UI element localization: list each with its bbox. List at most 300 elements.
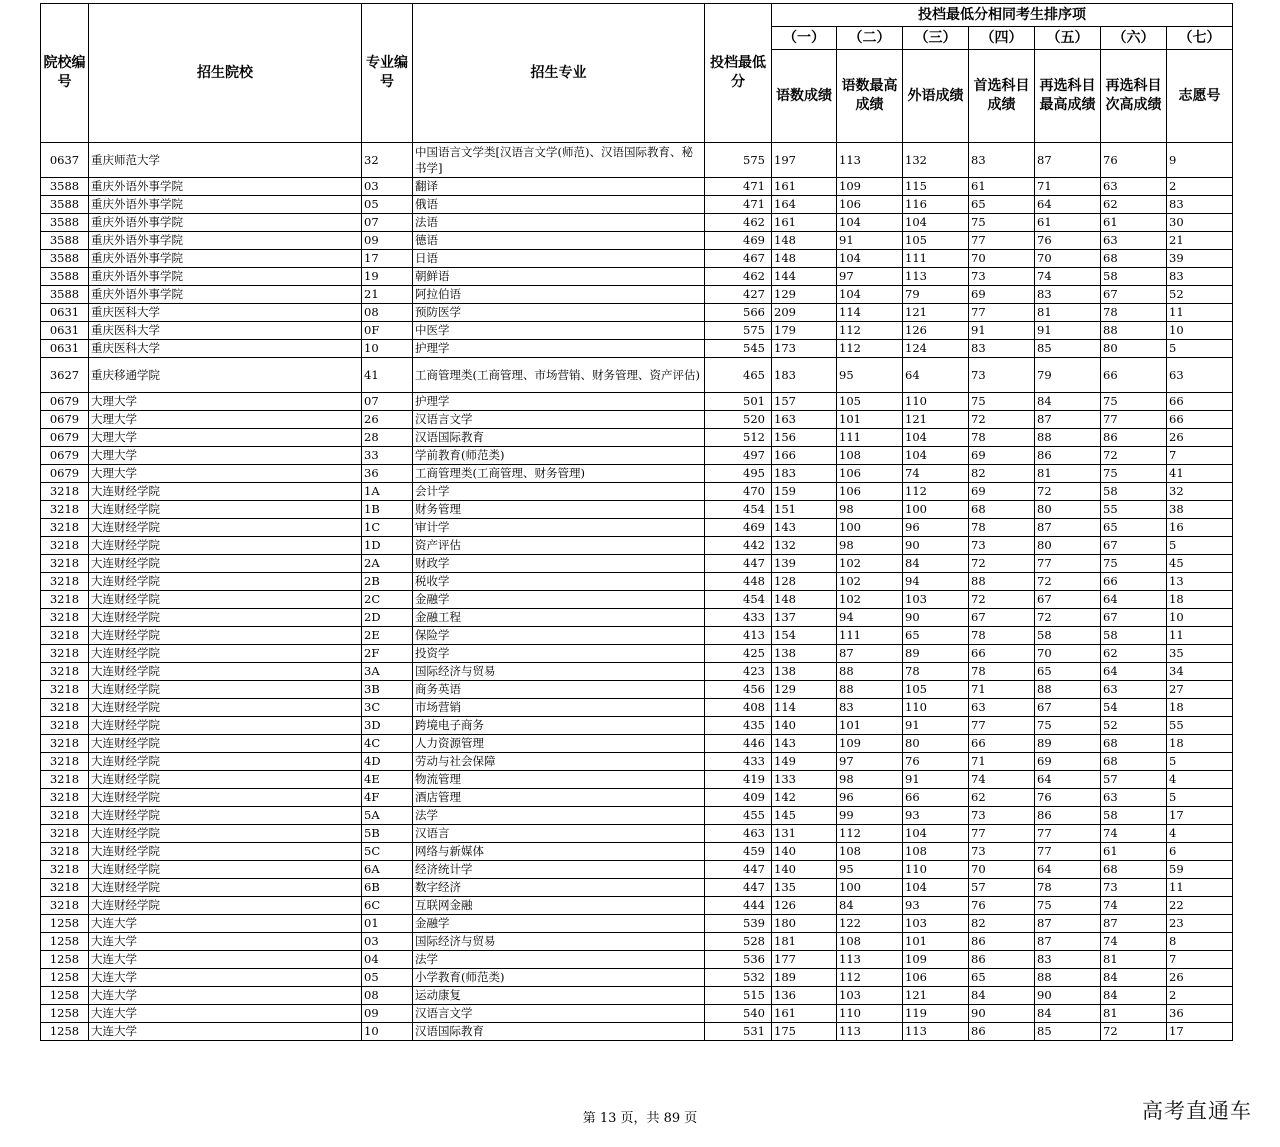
cell-major-code: 5C: [362, 843, 413, 861]
cell-choice-number: 4: [1167, 771, 1233, 789]
header-school-name: 招生院校: [89, 4, 362, 143]
cell-score-elective-second: 87: [1101, 915, 1167, 933]
cell-choice-number: 5: [1167, 537, 1233, 555]
cell-score-chinese-math: 135: [772, 879, 837, 897]
cell-score-foreign-lang: 80: [903, 735, 969, 753]
cell-choice-number: 23: [1167, 915, 1233, 933]
cell-choice-number: 36: [1167, 1005, 1233, 1023]
cell-score-chinese-math: 159: [772, 483, 837, 501]
cell-choice-number: 13: [1167, 573, 1233, 591]
cell-major-name: 运动康复: [413, 987, 705, 1005]
cell-score-elective-second: 84: [1101, 987, 1167, 1005]
cell-score-elective-max: 83: [1035, 951, 1101, 969]
cell-score-first-subject: 82: [969, 915, 1035, 933]
cell-score-foreign-lang: 110: [903, 393, 969, 411]
cell-min-score: 471: [705, 178, 772, 196]
table-row: [41, 232, 1233, 250]
cell-score-foreign-lang: 115: [903, 178, 969, 196]
cell-school-name: 大连财经学院: [89, 717, 362, 735]
cell-major-code: 28: [362, 429, 413, 447]
cell-score-foreign-lang: 121: [903, 987, 969, 1005]
cell-score-chinese-math: 140: [772, 861, 837, 879]
cell-score-elective-second: 58: [1101, 268, 1167, 286]
cell-min-score: 455: [705, 807, 772, 825]
cell-score-chinese-math-max: 113: [837, 1023, 903, 1041]
cell-major-name: 汉语国际教育: [413, 1023, 705, 1041]
cell-score-elective-max: 80: [1035, 537, 1101, 555]
cell-min-score: 459: [705, 843, 772, 861]
cell-choice-number: 7: [1167, 447, 1233, 465]
cell-major-name: 法学: [413, 807, 705, 825]
cell-min-score: 425: [705, 645, 772, 663]
cell-choice-number: 22: [1167, 897, 1233, 915]
cell-major-code: 2C: [362, 591, 413, 609]
cell-major-name: 人力资源管理: [413, 735, 705, 753]
cell-score-chinese-math: 189: [772, 969, 837, 987]
cell-score-chinese-math-max: 108: [837, 843, 903, 861]
cell-choice-number: 39: [1167, 250, 1233, 268]
cell-school-name: 大连财经学院: [89, 753, 362, 771]
cell-major-name: 金融学: [413, 915, 705, 933]
cell-score-foreign-lang: 105: [903, 681, 969, 699]
cell-school-name: 大连财经学院: [89, 735, 362, 753]
cell-score-chinese-math-max: 112: [837, 322, 903, 340]
cell-school-name: 重庆移通学院: [89, 358, 362, 393]
cell-score-elective-max: 58: [1035, 627, 1101, 645]
cell-school-name: 大连财经学院: [89, 861, 362, 879]
cell-score-chinese-math-max: 106: [837, 196, 903, 214]
cell-major-name: 阿拉伯语: [413, 286, 705, 304]
cell-score-elective-second: 68: [1101, 861, 1167, 879]
cell-score-first-subject: 91: [969, 322, 1035, 340]
cell-school-name: 大连财经学院: [89, 537, 362, 555]
cell-major-name: 朝鲜语: [413, 268, 705, 286]
cell-score-elective-second: 76: [1101, 143, 1167, 178]
cell-min-score: 536: [705, 951, 772, 969]
cell-school-name: 大连财经学院: [89, 663, 362, 681]
cell-score-chinese-math-max: 109: [837, 178, 903, 196]
cell-choice-number: 18: [1167, 591, 1233, 609]
cell-choice-number: 10: [1167, 322, 1233, 340]
cell-school-name: 重庆师范大学: [89, 143, 362, 178]
cell-score-foreign-lang: 93: [903, 897, 969, 915]
cell-score-foreign-lang: 100: [903, 501, 969, 519]
cell-choice-number: 32: [1167, 483, 1233, 501]
cell-score-chinese-math: 180: [772, 915, 837, 933]
cell-score-elective-max: 72: [1035, 609, 1101, 627]
cell-score-elective-second: 52: [1101, 717, 1167, 735]
cell-score-chinese-math: 183: [772, 358, 837, 393]
cell-school-name: 重庆外语外事学院: [89, 178, 362, 196]
cell-score-foreign-lang: 113: [903, 268, 969, 286]
cell-major-code: 03: [362, 178, 413, 196]
cell-min-score: 413: [705, 627, 772, 645]
cell-score-first-subject: 66: [969, 645, 1035, 663]
cell-score-chinese-math-max: 101: [837, 411, 903, 429]
cell-min-score: 575: [705, 143, 772, 178]
table-row: [41, 196, 1233, 214]
cell-score-elective-second: 63: [1101, 789, 1167, 807]
header-tiebreak-num: （二）: [837, 27, 903, 50]
cell-score-chinese-math-max: 99: [837, 807, 903, 825]
cell-score-chinese-math-max: 101: [837, 717, 903, 735]
cell-major-code: 1C: [362, 519, 413, 537]
cell-major-name: 法学: [413, 951, 705, 969]
cell-score-chinese-math: 129: [772, 681, 837, 699]
cell-choice-number: 17: [1167, 1023, 1233, 1041]
cell-score-chinese-math: 114: [772, 699, 837, 717]
cell-school-code: 1258: [41, 1023, 89, 1041]
cell-school-code: 3218: [41, 807, 89, 825]
cell-school-code: 3218: [41, 555, 89, 573]
header-tiebreak-num: （三）: [903, 27, 969, 50]
table-row: [41, 771, 1233, 789]
cell-school-name: 大连财经学院: [89, 555, 362, 573]
cell-score-elective-second: 77: [1101, 411, 1167, 429]
cell-school-name: 大理大学: [89, 465, 362, 483]
cell-school-code: 3218: [41, 861, 89, 879]
header-tiebreak-label: 再选科目最高成绩: [1035, 50, 1101, 143]
cell-choice-number: 6: [1167, 843, 1233, 861]
cell-school-code: 0679: [41, 465, 89, 483]
cell-score-first-subject: 73: [969, 843, 1035, 861]
table-row: [41, 843, 1233, 861]
cell-score-foreign-lang: 91: [903, 771, 969, 789]
header-tiebreak-label: 语数成绩: [772, 50, 837, 143]
cell-school-name: 大连财经学院: [89, 573, 362, 591]
cell-major-code: 2E: [362, 627, 413, 645]
cell-major-name: 财政学: [413, 555, 705, 573]
cell-choice-number: 26: [1167, 429, 1233, 447]
cell-school-code: 0631: [41, 340, 89, 358]
cell-school-name: 大理大学: [89, 393, 362, 411]
cell-major-name: 翻译: [413, 178, 705, 196]
cell-score-chinese-math-max: 95: [837, 861, 903, 879]
table-row: [41, 286, 1233, 304]
cell-score-elective-second: 72: [1101, 1023, 1167, 1041]
cell-score-first-subject: 70: [969, 861, 1035, 879]
cell-choice-number: 11: [1167, 879, 1233, 897]
cell-score-foreign-lang: 101: [903, 933, 969, 951]
cell-school-code: 3218: [41, 501, 89, 519]
cell-school-code: 1258: [41, 951, 89, 969]
cell-choice-number: 5: [1167, 753, 1233, 771]
cell-score-elective-max: 88: [1035, 969, 1101, 987]
cell-score-chinese-math-max: 96: [837, 789, 903, 807]
cell-school-code: 3218: [41, 699, 89, 717]
cell-score-first-subject: 84: [969, 987, 1035, 1005]
cell-score-foreign-lang: 103: [903, 915, 969, 933]
cell-score-chinese-math-max: 84: [837, 897, 903, 915]
header-tiebreak-label: 外语成绩: [903, 50, 969, 143]
cell-major-code: 10: [362, 340, 413, 358]
cell-choice-number: 17: [1167, 807, 1233, 825]
cell-school-code: 3218: [41, 537, 89, 555]
cell-score-elective-max: 87: [1035, 411, 1101, 429]
cell-min-score: 454: [705, 591, 772, 609]
table-row: [41, 555, 1233, 573]
cell-score-first-subject: 65: [969, 969, 1035, 987]
cell-school-name: 大连财经学院: [89, 771, 362, 789]
cell-major-name: 投资学: [413, 645, 705, 663]
cell-school-name: 大连财经学院: [89, 645, 362, 663]
cell-score-foreign-lang: 94: [903, 573, 969, 591]
cell-score-elective-second: 61: [1101, 843, 1167, 861]
cell-score-elective-max: 87: [1035, 143, 1101, 178]
cell-score-chinese-math-max: 106: [837, 465, 903, 483]
cell-choice-number: 41: [1167, 465, 1233, 483]
cell-score-elective-max: 81: [1035, 304, 1101, 322]
table-row: [41, 789, 1233, 807]
cell-school-code: 3218: [41, 663, 89, 681]
cell-score-elective-max: 77: [1035, 825, 1101, 843]
cell-school-code: 3218: [41, 483, 89, 501]
table-row: [41, 143, 1233, 178]
cell-choice-number: 52: [1167, 286, 1233, 304]
cell-score-first-subject: 73: [969, 358, 1035, 393]
cell-school-name: 大连大学: [89, 951, 362, 969]
cell-score-elective-second: 57: [1101, 771, 1167, 789]
table-row: [41, 537, 1233, 555]
cell-score-first-subject: 78: [969, 663, 1035, 681]
cell-min-score: 469: [705, 519, 772, 537]
cell-score-first-subject: 69: [969, 447, 1035, 465]
table-row: [41, 933, 1233, 951]
cell-school-name: 大连财经学院: [89, 807, 362, 825]
cell-school-code: 0679: [41, 393, 89, 411]
table-row: [41, 358, 1233, 393]
cell-school-code: 3218: [41, 879, 89, 897]
cell-score-first-subject: 73: [969, 268, 1035, 286]
cell-school-name: 大连财经学院: [89, 879, 362, 897]
cell-score-chinese-math: 138: [772, 645, 837, 663]
cell-score-chinese-math-max: 113: [837, 951, 903, 969]
cell-score-chinese-math: 143: [772, 735, 837, 753]
header-tiebreak-group: 投档最低分相同考生排序项: [772, 4, 1233, 27]
cell-score-chinese-math: 137: [772, 609, 837, 627]
cell-choice-number: 18: [1167, 699, 1233, 717]
cell-school-code: 3218: [41, 717, 89, 735]
cell-score-first-subject: 61: [969, 178, 1035, 196]
cell-score-foreign-lang: 112: [903, 483, 969, 501]
cell-min-score: 545: [705, 340, 772, 358]
cell-major-name: 护理学: [413, 340, 705, 358]
cell-school-name: 重庆医科大学: [89, 340, 362, 358]
cell-score-foreign-lang: 121: [903, 304, 969, 322]
cell-choice-number: 21: [1167, 232, 1233, 250]
table-row: [41, 735, 1233, 753]
cell-major-name: 资产评估: [413, 537, 705, 555]
cell-score-elective-max: 88: [1035, 681, 1101, 699]
header-tiebreak-num: （四）: [969, 27, 1035, 50]
cell-score-chinese-math: 145: [772, 807, 837, 825]
cell-choice-number: 5: [1167, 340, 1233, 358]
cell-score-elective-max: 71: [1035, 178, 1101, 196]
cell-min-score: 462: [705, 214, 772, 232]
cell-score-foreign-lang: 110: [903, 861, 969, 879]
cell-min-score: 433: [705, 609, 772, 627]
cell-score-chinese-math: 142: [772, 789, 837, 807]
cell-score-elective-max: 89: [1035, 735, 1101, 753]
cell-score-chinese-math-max: 108: [837, 933, 903, 951]
cell-score-elective-second: 64: [1101, 663, 1167, 681]
cell-major-code: 07: [362, 214, 413, 232]
cell-score-foreign-lang: 121: [903, 411, 969, 429]
cell-score-chinese-math: 143: [772, 519, 837, 537]
cell-score-foreign-lang: 104: [903, 214, 969, 232]
cell-score-foreign-lang: 89: [903, 645, 969, 663]
cell-score-elective-max: 70: [1035, 645, 1101, 663]
cell-score-foreign-lang: 111: [903, 250, 969, 268]
cell-score-first-subject: 63: [969, 699, 1035, 717]
cell-score-elective-second: 67: [1101, 609, 1167, 627]
cell-major-code: 4E: [362, 771, 413, 789]
table-row: [41, 591, 1233, 609]
admission-score-table: [40, 3, 1233, 1041]
cell-score-elective-second: 81: [1101, 1005, 1167, 1023]
cell-major-name: 商务英语: [413, 681, 705, 699]
cell-score-chinese-math: 177: [772, 951, 837, 969]
cell-score-elective-max: 86: [1035, 807, 1101, 825]
cell-min-score: 528: [705, 933, 772, 951]
cell-major-code: 3C: [362, 699, 413, 717]
cell-school-code: 3218: [41, 735, 89, 753]
cell-score-chinese-math-max: 98: [837, 501, 903, 519]
cell-score-elective-second: 54: [1101, 699, 1167, 717]
cell-school-name: 重庆外语外事学院: [89, 250, 362, 268]
cell-school-name: 大连财经学院: [89, 681, 362, 699]
cell-min-score: 447: [705, 861, 772, 879]
cell-major-name: 物流管理: [413, 771, 705, 789]
cell-score-elective-second: 62: [1101, 196, 1167, 214]
table-row: [41, 483, 1233, 501]
cell-major-code: 4D: [362, 753, 413, 771]
cell-school-name: 大连大学: [89, 933, 362, 951]
cell-score-elective-second: 80: [1101, 340, 1167, 358]
table-row: [41, 753, 1233, 771]
cell-score-foreign-lang: 109: [903, 951, 969, 969]
cell-score-chinese-math: 156: [772, 429, 837, 447]
cell-score-elective-max: 64: [1035, 196, 1101, 214]
cell-min-score: 501: [705, 393, 772, 411]
cell-score-chinese-math: 148: [772, 591, 837, 609]
header-major-name: 招生专业: [413, 4, 705, 143]
cell-choice-number: 45: [1167, 555, 1233, 573]
cell-score-chinese-math-max: 104: [837, 250, 903, 268]
cell-choice-number: 4: [1167, 825, 1233, 843]
cell-score-elective-second: 84: [1101, 969, 1167, 987]
table-row: [41, 717, 1233, 735]
cell-score-chinese-math-max: 106: [837, 483, 903, 501]
cell-school-code: 0679: [41, 411, 89, 429]
cell-major-code: 0F: [362, 322, 413, 340]
table-body: [41, 143, 1233, 1041]
cell-score-elective-second: 74: [1101, 897, 1167, 915]
table-row: [41, 322, 1233, 340]
cell-school-name: 重庆外语外事学院: [89, 286, 362, 304]
cell-score-elective-second: 63: [1101, 178, 1167, 196]
cell-score-elective-second: 75: [1101, 555, 1167, 573]
cell-score-elective-max: 83: [1035, 286, 1101, 304]
cell-major-code: 6C: [362, 897, 413, 915]
cell-score-chinese-math: 161: [772, 214, 837, 232]
cell-min-score: 427: [705, 286, 772, 304]
header-min-score: 投档最低分: [705, 4, 772, 143]
cell-score-foreign-lang: 78: [903, 663, 969, 681]
cell-major-code: 5A: [362, 807, 413, 825]
cell-min-score: 566: [705, 304, 772, 322]
cell-score-elective-max: 65: [1035, 663, 1101, 681]
cell-score-foreign-lang: 110: [903, 699, 969, 717]
cell-score-foreign-lang: 104: [903, 447, 969, 465]
cell-school-code: 3218: [41, 825, 89, 843]
cell-min-score: 575: [705, 322, 772, 340]
cell-min-score: 532: [705, 969, 772, 987]
cell-major-name: 跨境电子商务: [413, 717, 705, 735]
cell-school-code: 0631: [41, 322, 89, 340]
cell-major-name: 工商管理类(工商管理、财务管理): [413, 465, 705, 483]
cell-major-code: 2A: [362, 555, 413, 573]
cell-score-elective-second: 62: [1101, 645, 1167, 663]
cell-score-elective-second: 81: [1101, 951, 1167, 969]
cell-score-first-subject: 73: [969, 807, 1035, 825]
cell-school-name: 大连财经学院: [89, 627, 362, 645]
cell-major-code: 21: [362, 286, 413, 304]
cell-major-code: 17: [362, 250, 413, 268]
cell-score-first-subject: 78: [969, 627, 1035, 645]
cell-score-first-subject: 70: [969, 250, 1035, 268]
cell-major-name: 审计学: [413, 519, 705, 537]
cell-major-name: 汉语言文学: [413, 411, 705, 429]
cell-min-score: 540: [705, 1005, 772, 1023]
cell-score-first-subject: 57: [969, 879, 1035, 897]
cell-school-name: 大理大学: [89, 411, 362, 429]
cell-school-code: 3218: [41, 591, 89, 609]
cell-school-code: 3588: [41, 178, 89, 196]
cell-major-code: 10: [362, 1023, 413, 1041]
cell-choice-number: 11: [1167, 304, 1233, 322]
table-row: [41, 178, 1233, 196]
cell-major-name: 汉语国际教育: [413, 429, 705, 447]
cell-score-first-subject: 72: [969, 411, 1035, 429]
cell-school-code: 0679: [41, 447, 89, 465]
cell-score-elective-second: 66: [1101, 573, 1167, 591]
cell-major-name: 劳动与社会保障: [413, 753, 705, 771]
cell-school-code: 0679: [41, 429, 89, 447]
cell-score-chinese-math-max: 112: [837, 969, 903, 987]
cell-score-first-subject: 72: [969, 555, 1035, 573]
cell-score-elective-second: 86: [1101, 429, 1167, 447]
cell-school-name: 重庆医科大学: [89, 322, 362, 340]
cell-score-elective-max: 69: [1035, 753, 1101, 771]
cell-school-code: 3218: [41, 645, 89, 663]
header-tiebreak-num: （七）: [1167, 27, 1233, 50]
cell-score-foreign-lang: 90: [903, 609, 969, 627]
cell-score-chinese-math-max: 105: [837, 393, 903, 411]
cell-score-chinese-math: 197: [772, 143, 837, 178]
cell-score-chinese-math-max: 100: [837, 519, 903, 537]
cell-score-chinese-math: 154: [772, 627, 837, 645]
cell-score-foreign-lang: 96: [903, 519, 969, 537]
cell-choice-number: 34: [1167, 663, 1233, 681]
cell-min-score: 444: [705, 897, 772, 915]
cell-school-code: 3588: [41, 250, 89, 268]
cell-school-code: 3627: [41, 358, 89, 393]
cell-score-first-subject: 86: [969, 951, 1035, 969]
cell-choice-number: 66: [1167, 393, 1233, 411]
cell-score-chinese-math-max: 103: [837, 987, 903, 1005]
cell-major-code: 4C: [362, 735, 413, 753]
